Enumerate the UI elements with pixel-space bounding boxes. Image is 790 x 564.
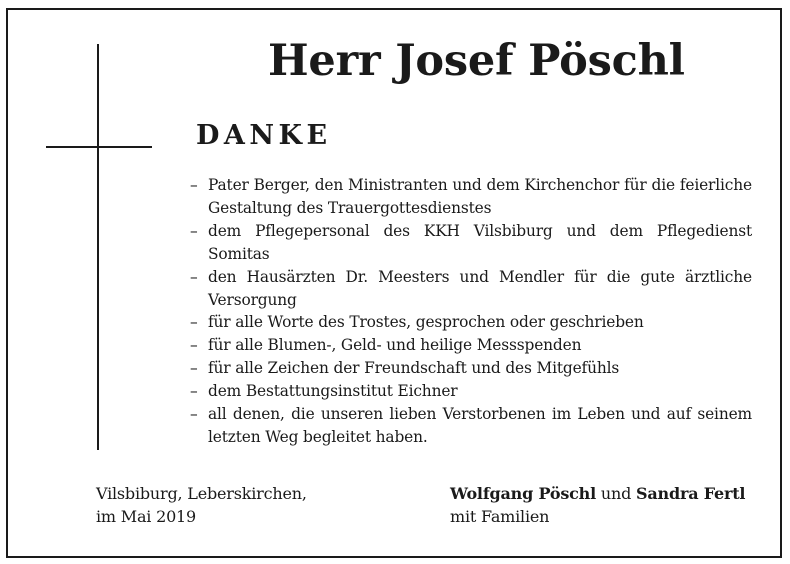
- obituary-notice: [6, 8, 782, 558]
- signer-line: [450, 482, 745, 505]
- thanks-heading: DANKE: [196, 120, 332, 151]
- list-item: – den Hausärzten Dr. Meesters und Mendler für die gute ärztliche Versorgung: [190, 267, 752, 309]
- place-date: [96, 482, 307, 528]
- signer-name: Sandra Fertl: [636, 484, 746, 503]
- list-item: – all denen, die unseren lieben Verstorbenen im Leben und auf seinem letzten Weg begleitet haben.: [190, 405, 752, 446]
- signatories: [450, 482, 745, 528]
- bullet-dash: –: [190, 313, 198, 332]
- deceased-name: Herr Josef Pöschl: [268, 36, 685, 86]
- list-item: – dem Pflegepersonal des KKH Vilsbiburg und dem Pflegedienst Somitas: [190, 221, 752, 263]
- list-item: – dem Bestattungsinstitut Eichner: [190, 380, 752, 403]
- signer-name: Wolfgang Pöschl: [450, 484, 596, 503]
- cross-vertical-bar: [97, 44, 99, 450]
- bullet-dash: –: [190, 176, 198, 194]
- cross-horizontal-bar: [46, 146, 152, 148]
- bullet-dash: –: [190, 359, 198, 378]
- thanks-list: [190, 174, 752, 449]
- list-item: – für alle Zeichen der Freundschaft und des Mitgefühls: [190, 357, 752, 380]
- bullet-dash: –: [190, 405, 198, 424]
- place-line: Vilsbiburg, Leberskirchen,: [96, 484, 307, 503]
- bullet-dash: –: [190, 221, 198, 240]
- list-item: – für alle Blumen-, Geld- und heilige Messspenden: [190, 334, 752, 357]
- list-item: – für alle Worte des Trostes, gesprochen oder geschrieben: [190, 311, 752, 334]
- signer-connector: und: [600, 484, 632, 503]
- bullet-dash: –: [190, 336, 198, 355]
- list-item: – Pater Berger, den Ministranten und dem Kirchenchor für die feierliche Gestaltung des Trauergottesdienstes: [190, 176, 752, 217]
- date-line: im Mai 2019: [96, 507, 197, 526]
- bullet-dash: –: [190, 382, 198, 401]
- signer-family: mit Familien: [450, 507, 550, 526]
- bullet-dash: –: [190, 267, 198, 286]
